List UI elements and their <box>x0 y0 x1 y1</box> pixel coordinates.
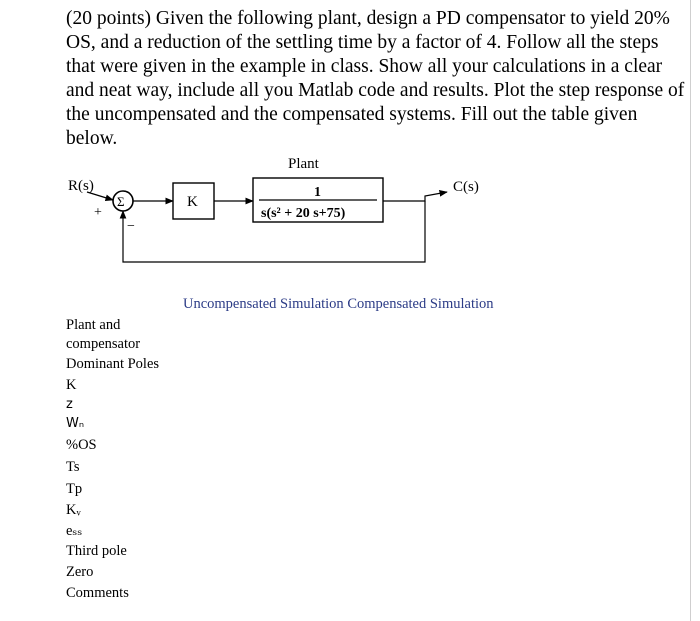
problem-statement: (20 points) Given the following plant, design a PD compensator to yield 20% OS, and a reduction of the settling time by a factor of 4. Follow all the steps that were given in the example in class. Show all your calculations in a clear and neat way, include all you Matlab code and results. Plot the step response of the uncompensated and the compensated systems. Fill out the table given below. <box>66 8 685 149</box>
minus-sign: − <box>127 219 135 234</box>
row-k: K <box>66 377 77 393</box>
row-z: z <box>66 397 73 412</box>
table-column-headers <box>183 296 494 313</box>
row-third-pole: Third pole <box>66 543 127 559</box>
col-compensated: Compensated Simulation <box>347 296 494 312</box>
input-arrow <box>87 192 113 200</box>
row-zero: Zero <box>66 564 94 580</box>
row-dominant-poles: Dominant Poles <box>66 356 160 372</box>
col-uncompensated: Uncompensated Simulation <box>183 296 344 312</box>
tf-numerator: 1 <box>314 185 321 200</box>
output-label: C(s) <box>453 179 479 195</box>
input-label: R(s) <box>68 178 94 194</box>
row-wn: Wₙ <box>66 416 85 431</box>
row-plant-compensator-2: compensator <box>66 336 141 352</box>
row-os: %OS <box>66 437 97 453</box>
output-arrow <box>383 192 447 201</box>
block-diagram <box>55 150 515 270</box>
row-kv: Kᵥ <box>66 502 81 518</box>
plus-sign: + <box>94 205 102 220</box>
row-tp: Tp <box>66 481 83 497</box>
summer-symbol: Σ <box>117 194 125 209</box>
gain-label: K <box>187 194 198 210</box>
row-plant-compensator-1: Plant and <box>66 317 121 333</box>
row-ess: eₛₛ <box>66 523 83 539</box>
tf-denominator: s(s² + 20 s+75) <box>261 206 346 221</box>
plant-label: Plant <box>288 156 319 172</box>
row-comments: Comments <box>66 585 129 601</box>
row-ts: Ts <box>66 459 80 475</box>
